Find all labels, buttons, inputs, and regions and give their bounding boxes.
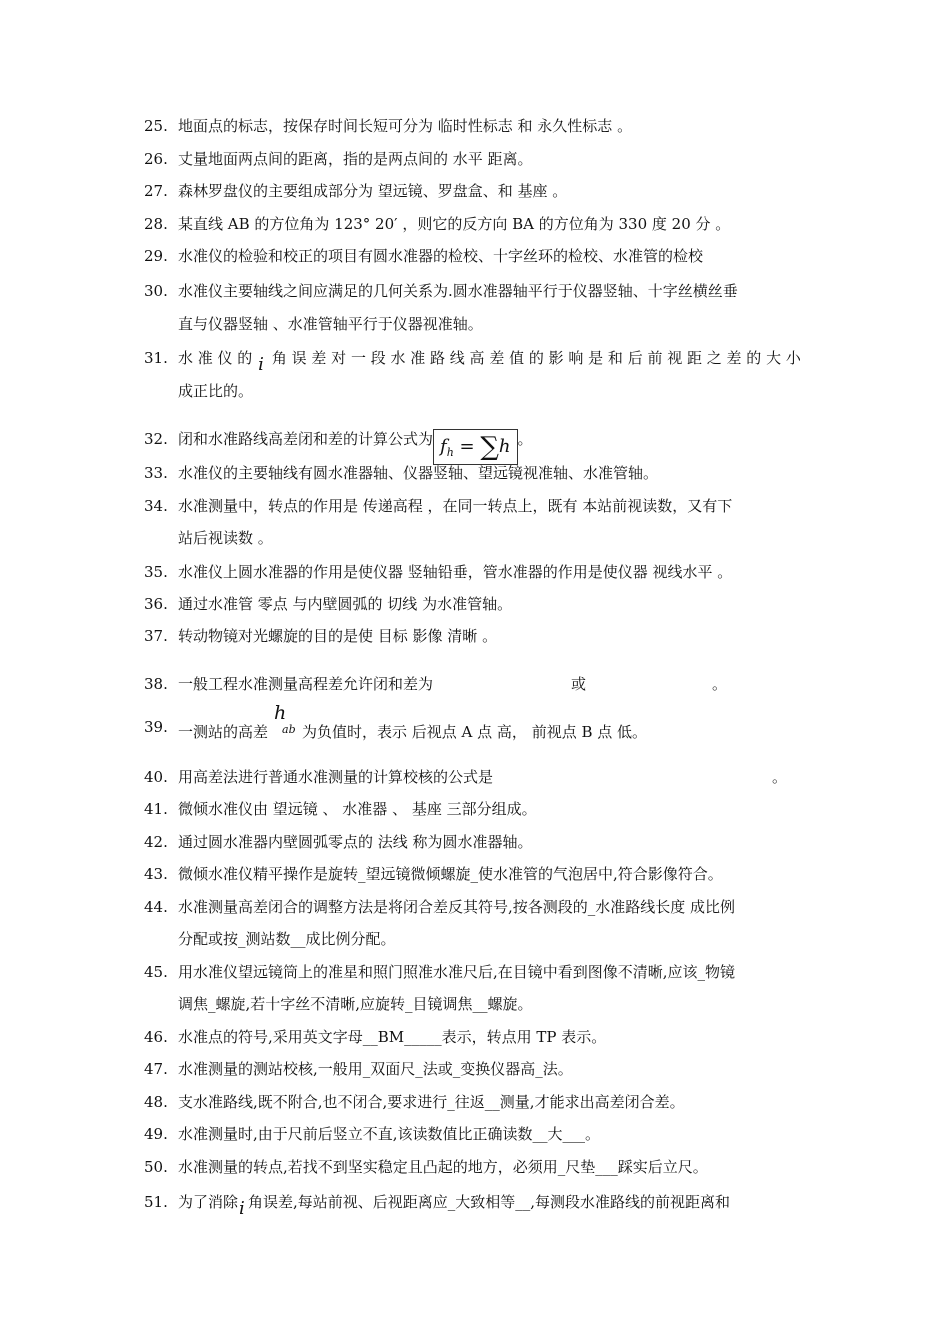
item-number: 45.	[144, 963, 168, 981]
item-number: 47.	[144, 1060, 168, 1078]
item-number: 48.	[144, 1093, 168, 1111]
item-number: 28.	[144, 215, 168, 233]
item-text: 水准测量的测站校核,一般用_双面尺_法或_变换仪器高_法。	[178, 1060, 573, 1078]
item-text: 一测站的高差 h ab 为负值时，表示 后视点 A 点 高， 前视点 B 点 低。	[178, 702, 648, 741]
item-number: 43.	[144, 865, 168, 883]
item-text: 一般工程水准测量高程差允许闭和差为	[178, 675, 434, 693]
item-text: 水 准 仪 的 i 角 误 差 对 一 段 水 准 路 线 高 差 值 的 影 响 是 和 后 前 视 距 之 差 的 大 小	[178, 349, 801, 375]
item-text: 水准点的符号,采用英文字母__BM_____表示，转点用 TP 表示。	[178, 1028, 607, 1046]
item-text-prefix: 水 准 仪 的	[178, 349, 253, 367]
item-text-continuation: 成正比的。	[178, 382, 254, 400]
item-text: 水准仪的检验和校正的项目有圆水准器的检校、十字丝环的检校、水准管的检校	[178, 247, 704, 265]
item-text-tail: 。	[712, 675, 728, 693]
item-text-or: 或	[571, 675, 587, 693]
item-number: 50.	[144, 1158, 168, 1176]
item-text: 水准测量高差闭合的调整方法是将闭合差反其符号,按各测段的_水准路线长度 成比例	[178, 898, 736, 916]
item-text: 水准仪上圆水准器的作用是使仪器 竖轴铅垂，管水准器的作用是使仪器 视线水平 。	[178, 563, 733, 581]
item-number: 37.	[144, 627, 168, 645]
symbol-h-ab: h ab	[274, 702, 296, 736]
item-number: 42.	[144, 833, 168, 851]
item-text: 转动物镜对光螺旋的目的是使 目标 影像 清晰 。	[178, 627, 498, 645]
item-number: 25.	[144, 117, 168, 135]
item-number: 30.	[144, 282, 168, 300]
item-text: 地面点的标志，按保存时间长短可分为 临时性标志 和 永久性标志 。	[178, 117, 633, 135]
item-number: 39.	[144, 718, 168, 736]
item-number: 38.	[144, 675, 168, 693]
item-number: 51.	[144, 1193, 168, 1211]
item-number: 29.	[144, 247, 168, 265]
item-number: 32.	[144, 430, 168, 448]
item-text: 水准测量时,由于尺前后竖立不直,该读数值比正确读数__大___。	[178, 1125, 601, 1143]
item-text: 用水准仪望远镜筒上的准星和照门照准水准尺后,在目镜中看到图像不清晰,应该_物镜	[178, 963, 736, 981]
closure-formula: $f_h = \sum h$	[433, 429, 517, 465]
item-text: 丈量地面两点间的距离，指的是两点间的 水平 距离。	[178, 150, 533, 168]
item-text-continuation: 调焦_螺旋,若十字丝不清晰,应旋转_目镜调焦__螺旋。	[178, 995, 533, 1013]
item-text-continuation: 站后视读数 。	[178, 529, 273, 547]
item-text-continuation: 直与仪器竖轴 、水准管轴平行于仪器视准轴。	[178, 315, 483, 333]
item-number: 44.	[144, 898, 168, 916]
item-number: 41.	[144, 800, 168, 818]
item-number: 27.	[144, 182, 168, 200]
item-number: 35.	[144, 563, 168, 581]
item-text: 水准仪的主要轴线有圆水准器轴、仪器竖轴、望远镜视准轴、水准管轴。	[178, 464, 659, 482]
item-number: 34.	[144, 497, 168, 515]
item-number: 49.	[144, 1125, 168, 1143]
item-number: 40.	[144, 768, 168, 786]
item-text: 通过圆水准器内壁圆弧零点的 法线 称为圆水准器轴。	[178, 833, 533, 851]
item-text-rest: 角 误 差 对 一 段 水 准 路 线 高 差 值 的 影 响 是 和 后 前 视 距 之 差 的 大 小	[271, 349, 801, 367]
item-text: 水准仪主要轴线之间应满足的几何关系为.圆水准器轴平行于仪器竖轴、十字丝横丝垂	[178, 282, 738, 300]
item-number: 26.	[144, 150, 168, 168]
item-text-tail: 。	[772, 768, 788, 786]
item-text: 水准测量中，转点的作用是 传递高程 ，在同一转点上，既有 本站前视读数，又有下	[178, 497, 733, 515]
item-text: 微倾水准仪由 望远镜 、 水准器 、 基座 三部分组成。	[178, 800, 537, 818]
item-number: 33.	[144, 464, 168, 482]
item-number: 46.	[144, 1028, 168, 1046]
item-text-continuation: 分配或按_测站数__成比例分配。	[178, 930, 396, 948]
item-number: 31.	[144, 349, 168, 367]
item-text: 森林罗盘仪的主要组成部分为 望远镜、罗盘盒、和 基座 。	[178, 182, 568, 200]
item-number: 36.	[144, 595, 168, 613]
item-text: 支水准路线,既不附合,也不闭合,要求进行_往返__测量,才能求出高差闭合差。	[178, 1093, 685, 1111]
item-text: 为了消除 i 角误差,每站前视、后视距离应_大致相等__,每测段水准路线的前视距离和	[178, 1193, 731, 1219]
item-text: 闭和水准路线高差闭和差的计算公式为 $f_h = \sum h$ 。	[178, 429, 533, 465]
item-text: 某直线 AB 的方位角为 123° 20′ ，则它的反方向 BA 的方位角为 330 度 20 分 。	[178, 215, 731, 233]
item-text: 用高差法进行普通水准测量的计算校核的公式是	[178, 768, 494, 786]
item-text: 微倾水准仪精平操作是旋转_望远镜微倾螺旋_使水准管的气泡居中,符合影像符合。	[178, 865, 723, 883]
item-text: 通过水准管 零点 与内壁圆弧的 切线 为水准管轴。	[178, 595, 513, 613]
item-text: 水准测量的转点,若找不到坚实稳定且凸起的地方，必须用_尺垫___踩实后立尺。	[178, 1158, 708, 1176]
